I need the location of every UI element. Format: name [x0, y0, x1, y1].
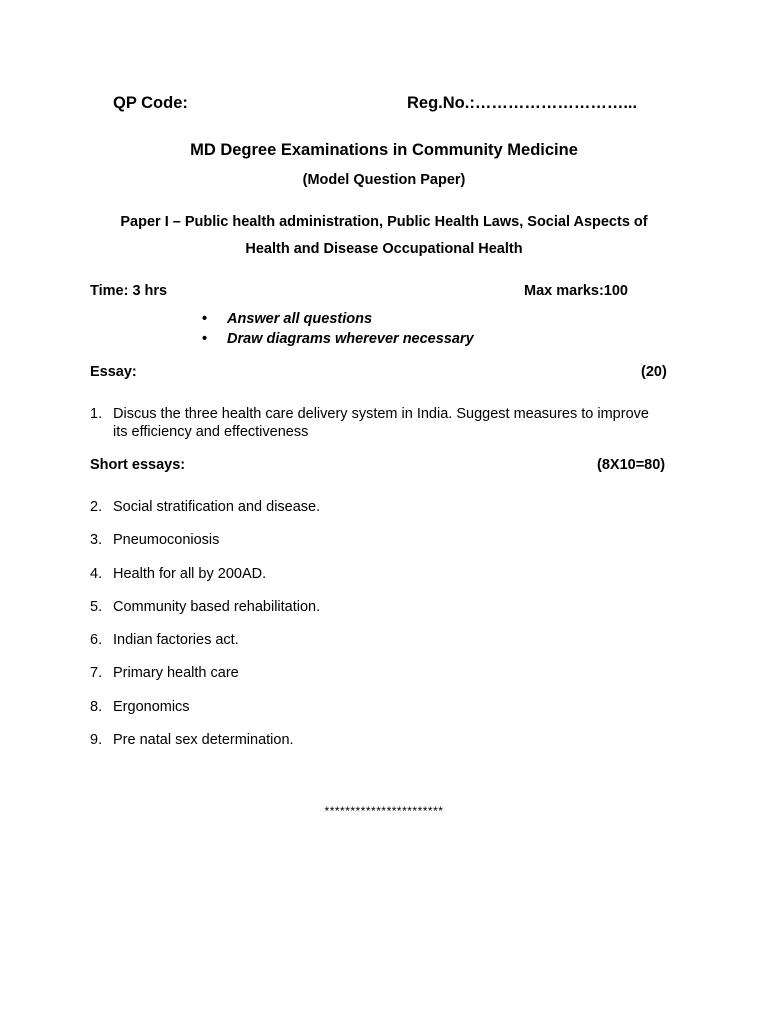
list-item — [0, 699, 768, 719]
list-item — [0, 732, 768, 752]
paper-title-line2: Health and Disease Occupational Health — [245, 241, 523, 257]
bullet-icon: • — [202, 311, 208, 327]
time-label: Time: 3 hrs — [90, 283, 168, 299]
question-number: 2. — [90, 499, 103, 515]
end-separator: *********************** — [324, 804, 444, 818]
question-number: 5. — [90, 599, 103, 615]
list-item — [0, 665, 768, 685]
question-number: 6. — [90, 632, 103, 648]
list-item — [0, 499, 768, 519]
list-item — [0, 532, 768, 552]
question-number: 7. — [90, 665, 103, 681]
instruction-text: Answer all questions — [227, 311, 373, 327]
exam-title: MD Degree Examinations in Community Medicine — [190, 141, 578, 159]
question-text: Social stratification and disease. — [113, 499, 321, 515]
question-text: Community based rehabilitation. — [113, 599, 321, 615]
question-text: Primary health care — [113, 665, 239, 681]
question-text: Pneumoconiosis — [113, 532, 220, 548]
instruction-item — [202, 331, 474, 347]
essay-heading: Essay: — [90, 364, 137, 380]
question-text: Ergonomics — [113, 699, 190, 715]
question-number: 1. — [90, 406, 103, 422]
question-text-line1: Discus the three health care delivery system in India. Suggest measures to improve — [113, 406, 649, 422]
question-text: Pre natal sex determination. — [113, 732, 294, 748]
list-item — [0, 566, 768, 586]
paper-title-line1: Paper I – Public health administration, Public Health Laws, Social Aspects of — [120, 214, 648, 230]
instruction-text: Draw diagrams wherever necessary — [227, 331, 474, 347]
question-text-line2: its efficiency and effectiveness — [113, 424, 309, 440]
essay-marks: (20) — [641, 364, 667, 380]
question-text: Indian factories act. — [113, 632, 239, 648]
list-item — [0, 599, 768, 619]
instruction-item — [202, 311, 373, 327]
short-essays-marks: (8X10=80) — [597, 457, 666, 473]
bullet-icon: • — [202, 331, 208, 347]
short-essays-heading: Short essays: — [90, 457, 186, 473]
list-item — [0, 632, 768, 652]
qp-code-label: QP Code: — [113, 94, 188, 112]
reg-no-label: Reg.No.:………………………... — [407, 94, 638, 112]
question-number: 9. — [90, 732, 103, 748]
question-number: 8. — [90, 699, 103, 715]
question-number: 3. — [90, 532, 103, 548]
essay-question — [0, 406, 768, 446]
exam-subtitle: (Model Question Paper) — [302, 172, 466, 188]
question-text: Health for all by 200AD. — [113, 566, 267, 582]
question-number: 4. — [90, 566, 103, 582]
max-marks-label: Max marks:100 — [524, 283, 628, 299]
